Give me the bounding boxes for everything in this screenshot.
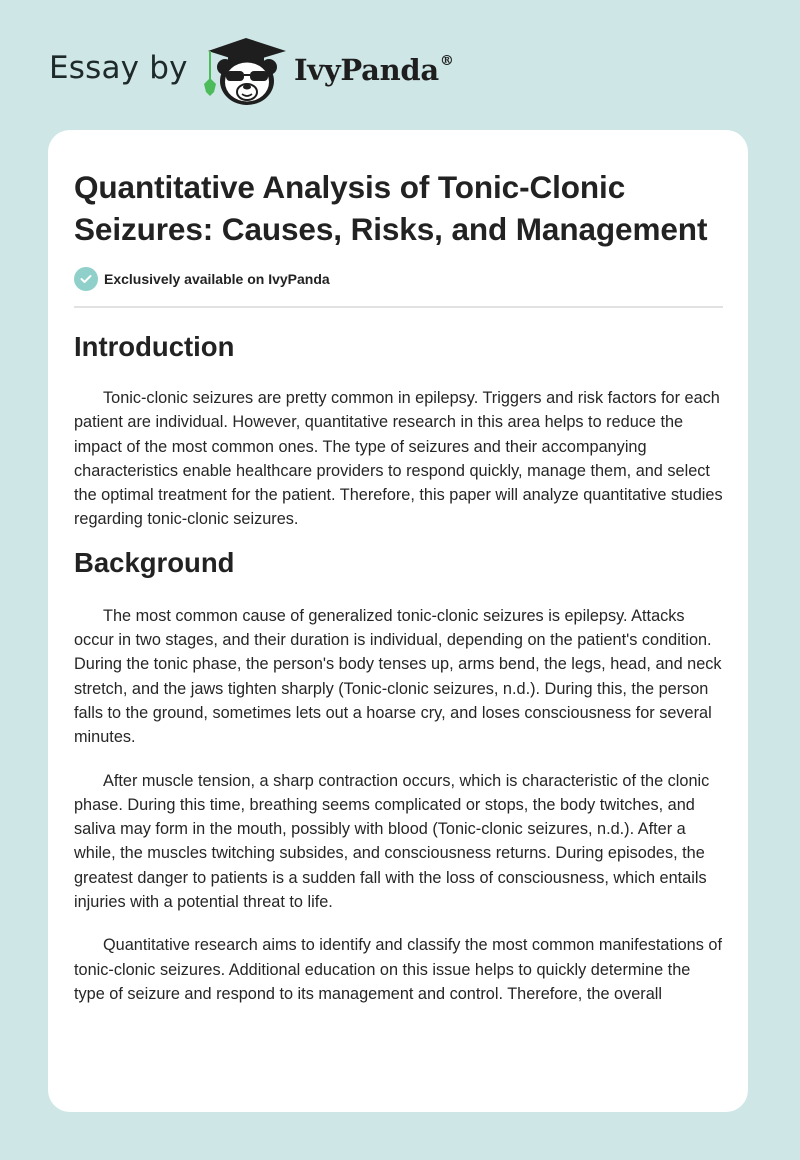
exclusive-badge-text: Exclusively available on IvyPanda bbox=[104, 271, 330, 287]
section-background bbox=[74, 546, 724, 1006]
site-header bbox=[0, 0, 800, 130]
exclusive-badge bbox=[74, 266, 724, 292]
essay-by-label: Essay by bbox=[49, 50, 188, 86]
section-introduction bbox=[74, 330, 724, 532]
paragraph: After muscle tension, a sharp contraction occurs, which is characteristic of the clonic phase. During this time, breathing seems complicated or stops, the body twitches, and saliva may form in the mouth, possibly with blood (Tonic-clonic seizures, n.d.). After a while, the muscles twitching subsides, and consciousness returns. During episodes, the greatest danger to patients is a sudden fall with the loss of consciousness, which entails injuries with a potential threat to life. bbox=[74, 771, 710, 912]
essay-card bbox=[48, 130, 748, 1112]
section-heading: Introduction bbox=[74, 331, 235, 362]
paragraph: Quantitative research aims to identify and classify the most common manifestations of tonic-clonic seizures. Additional education on this issue helps to quickly determine the type of seizure and respond to its management and control. Therefore, the overall bbox=[74, 936, 722, 1003]
brand-logo-text[interactable] bbox=[294, 53, 454, 87]
registered-mark: ® bbox=[439, 53, 454, 70]
section-heading: Background bbox=[74, 546, 235, 578]
check-circle-icon bbox=[74, 267, 98, 291]
paragraph: The most common cause of generalized tonic-clonic seizures is epilepsy. Attacks occur in two stages, and their duration is individual, depending on the patient's condition. During the tonic phase, the person's body tenses up, arms bend, the legs, head, and neck stretch, and the jaws tighten sharply (Tonic-clonic seizures, n.d.). During this, the person falls to the ground, sometimes lets out a hoarse cry, and loses consciousness for several minutes. bbox=[74, 606, 722, 747]
paragraph: Tonic-clonic seizures are pretty common in epilepsy. Triggers and risk factors for each patient are individual. However, quantitative research in this area helps to reduce the impact of the most common ones. The type of seizures and their accompanying characteristics enable healthcare providers to respond quickly, manage them, and select the optimal treatment for the patient. Therefore, this paper will analyze quantitative studies regarding tonic-clonic seizures. bbox=[74, 389, 723, 529]
divider bbox=[74, 306, 723, 308]
essay-content bbox=[74, 166, 724, 1006]
brand-name: IvyPanda bbox=[294, 53, 439, 87]
essay-title: Quantitative Analysis of Tonic-Clonic Seizures: Causes, Risks, and Management bbox=[74, 169, 708, 247]
panda-graduation-cap-icon[interactable] bbox=[202, 36, 294, 108]
